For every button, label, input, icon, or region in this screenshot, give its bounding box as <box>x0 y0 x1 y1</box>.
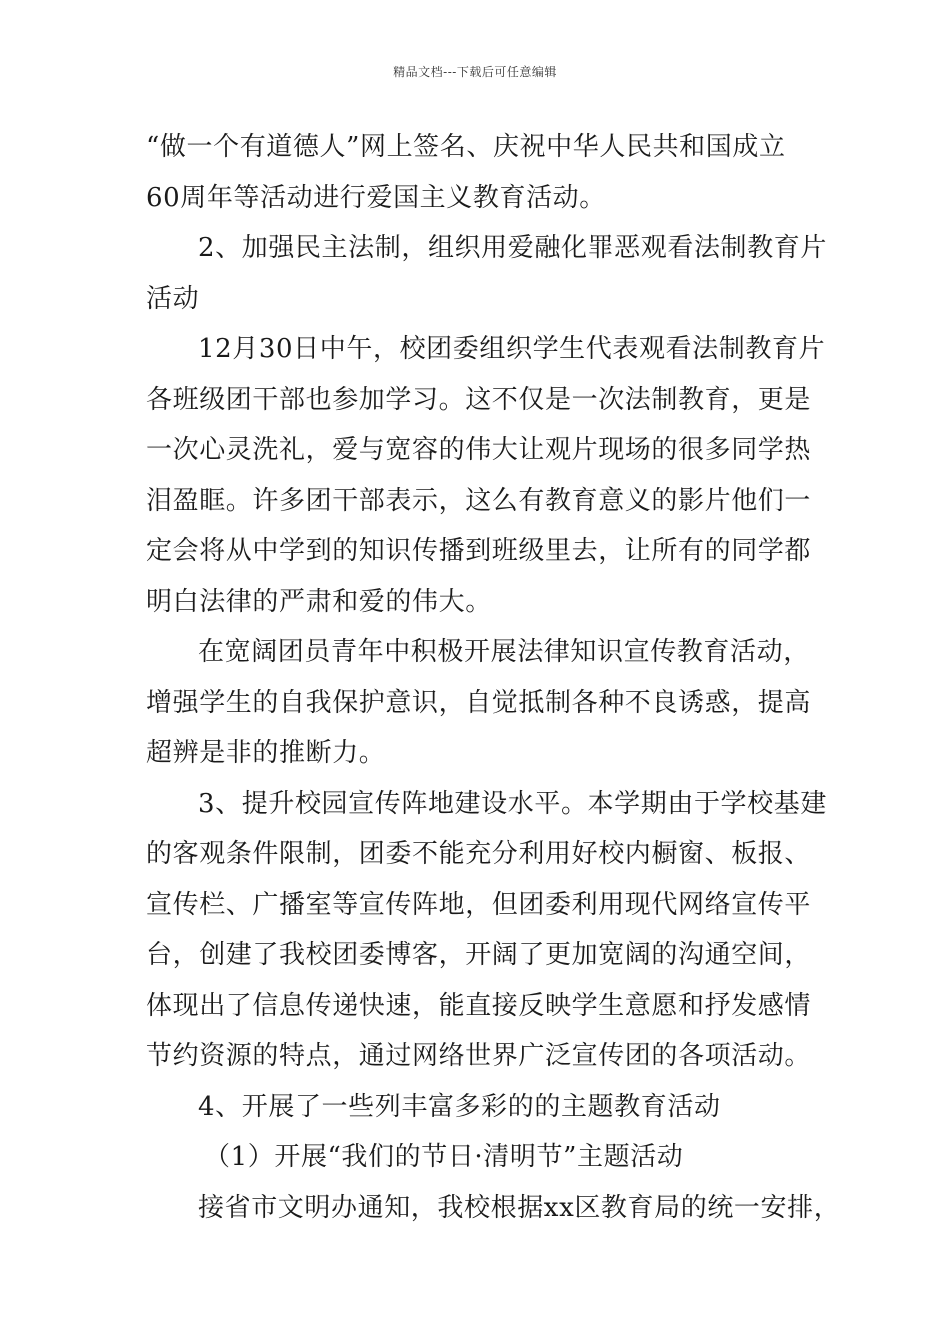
text-line: 活动 <box>146 283 200 314</box>
document-body <box>146 122 841 1233</box>
text-line: 60周年等活动进行爱国主义教育活动。 <box>146 182 606 213</box>
section-heading: 3、提升校园宣传阵地建设水平。本学期由于学校基建 <box>198 788 827 819</box>
text-line: 明白法律的严肃和爱的伟大。 <box>146 586 492 617</box>
text-line: 一次心灵洗礼，爱与宽容的伟大让观片现场的很多同学热 <box>146 435 812 465</box>
text-line: 台，创建了我校团委博客，开阔了更加宽阔的沟通空间， <box>146 940 812 970</box>
text-line: 节约资源的特点，通过网络世界广泛宣传团的各项活动。 <box>146 1041 812 1071</box>
text-line: 各班级团干部也参加学习。这不仅是一次法制教育，更是 <box>146 384 812 415</box>
text-line: 的客观条件限制，团委不能充分利用好校内橱窗、板报、 <box>146 839 812 869</box>
paragraph-start: 接省市文明办通知，我校根据xx区教育局的统一安排， <box>198 1192 841 1223</box>
text-line: 定会将从中学到的知识传播到班级里去，让所有的同学都 <box>146 536 812 566</box>
text-line: 泪盈眶。许多团干部表示，这么有教育意义的影片他们一 <box>146 485 812 516</box>
text-line: 宣传栏、广播室等宣传阵地，但团委利用现代网络宣传平 <box>146 889 812 920</box>
section-heading: 2、加强民主法制，组织用爱融化罪恶观看法制教育片 <box>198 233 827 263</box>
text-line: 增强学生的自我保护意识，自觉抵制各种不良诱惑，提高 <box>146 687 812 718</box>
paragraph-start: 12月30日中午，校团委组织学生代表观看法制教育片 <box>198 334 826 364</box>
text-line: 超辨是非的推断力。 <box>146 738 386 768</box>
section-heading: 4、开展了一些列丰富多彩的的主题教育活动 <box>198 1091 721 1122</box>
page-header: 精品文档---下载后可任意编辑 <box>393 65 557 79</box>
text-line: “做一个有道德人”网上签名、庆祝中华人民共和国成立 <box>146 132 786 162</box>
paragraph-start: 在宽阔团员青年中积极开展法律知识宣传教育活动， <box>198 637 810 667</box>
text-line: 体现出了信息传递快速，能直接反映学生意愿和抒发感情 <box>146 990 812 1021</box>
subsection-heading: （1）开展“我们的节日·清明节”主题活动 <box>204 1142 684 1172</box>
